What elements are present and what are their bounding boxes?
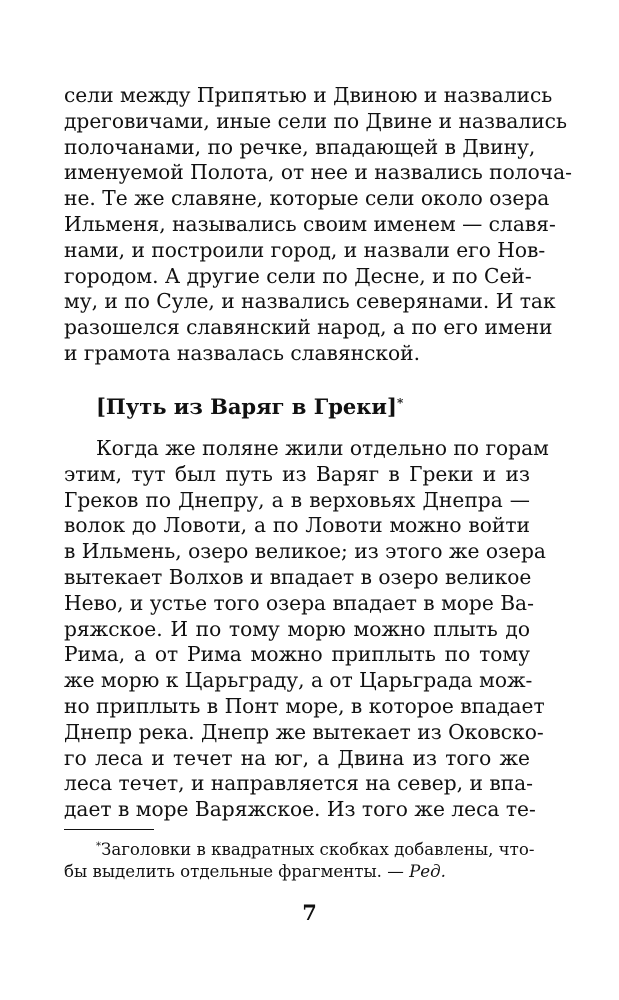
paragraph-2 xyxy=(64,436,549,823)
text-line: ряжское. И по тому морю можно плыть до xyxy=(64,616,530,641)
text-line: но приплыть в Понт море, в которое впадает xyxy=(64,693,545,718)
text-line: разошелся славянский народ, а по его имени xyxy=(64,315,553,340)
text-line: го леса и течет на юг, а Двина из того же xyxy=(64,745,530,770)
text-line: дреговичами, иные сели по Двине и назвались xyxy=(64,108,567,133)
text-line: волок до Ловоти, а по Ловоти можно войти xyxy=(64,513,530,538)
text-line: же морю к Царьграду, а от Царьграда мож- xyxy=(64,668,533,693)
text-line: именуемой Полота, от нее и назвались полоча- xyxy=(64,160,572,185)
text-line: в Ильмень, озеро великое; из этого же озера xyxy=(64,539,546,564)
text-line: нами, и построили город, и назвали его Нов- xyxy=(64,237,546,262)
text-line: леса течет, и направляется на север, и впа- xyxy=(64,771,533,796)
footnote-text: бы выделить отдельные фрагменты. — xyxy=(64,862,410,881)
page-number: 7 xyxy=(302,900,317,925)
text-line: Нево, и устье того озера впадает в море Ва- xyxy=(64,590,534,615)
text-line: Днепр река. Днепр же вытекает из Оковско- xyxy=(64,719,544,744)
text-line: Греков по Днепру, а в верховьях Днепра — xyxy=(64,487,530,512)
footnote-mark: * xyxy=(96,841,101,852)
text-line: дает в море Варяжское. Из того же леса те- xyxy=(64,797,536,822)
section-heading-text: [Путь из Варяг в Греки] xyxy=(96,394,397,419)
footnote-line xyxy=(64,839,535,861)
text-line: сели между Припятью и Двиною и назвались xyxy=(64,83,553,107)
footnote-marker: * xyxy=(396,396,404,410)
text-line: Ильменя, назывались своим именем — славя- xyxy=(64,211,556,236)
text-line: этим, тут был путь из Варяг в Греки и из xyxy=(64,461,530,486)
footnote-editor: Ред. xyxy=(409,862,446,881)
section-heading xyxy=(96,394,403,420)
text-line: Рима, а от Рима можно приплыть по тому xyxy=(64,642,530,667)
text-line: городом. А другие сели по Десне, и по Сей- xyxy=(64,263,532,288)
text-line: не. Те же славяне, которые сели около озера xyxy=(64,186,550,211)
text-line: му, и по Суле, и назвались северянами. И так xyxy=(64,289,556,314)
text-line: полочанами, по речке, впадающей в Двину, xyxy=(64,134,536,159)
footnote-line xyxy=(64,861,530,883)
text-line: вытекает Волхов и впадает в озеро великое xyxy=(64,564,532,589)
text-line: и грамота назвалась славянской. xyxy=(64,340,421,365)
footnote-text: Заголовки в квадратных скобках добавлены, что- xyxy=(101,840,535,859)
footnote xyxy=(64,839,535,883)
text-line: Когда же поляне жили отдельно по горам xyxy=(96,436,549,460)
footnote-divider xyxy=(64,829,154,830)
paragraph-1 xyxy=(64,83,572,367)
